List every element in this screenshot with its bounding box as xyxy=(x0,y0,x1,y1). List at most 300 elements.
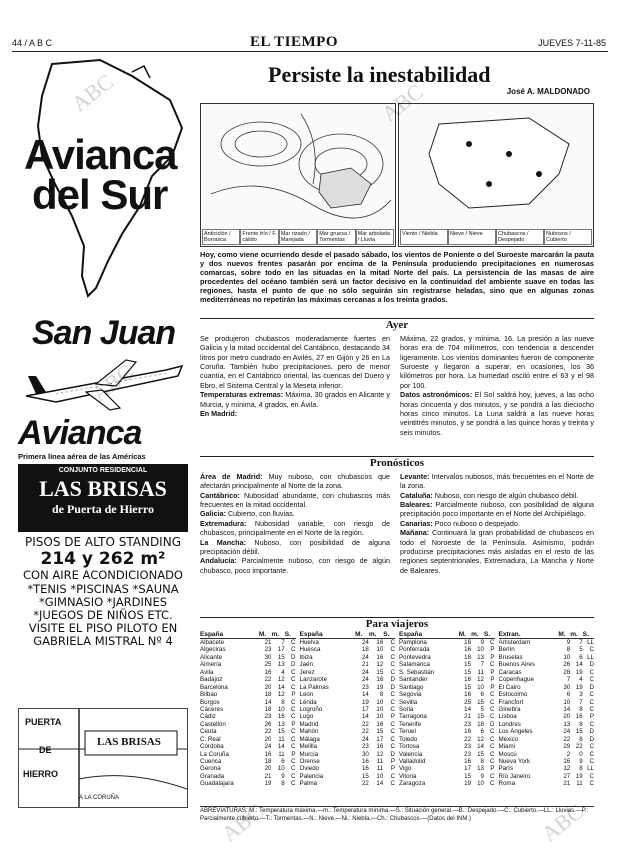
table-row xyxy=(200,654,296,661)
table-cell: 22 xyxy=(361,728,369,736)
table-row xyxy=(200,691,296,698)
table-cell: 15 xyxy=(376,668,384,676)
table-cell: C xyxy=(390,743,395,751)
table-row xyxy=(300,736,396,743)
table-cell: 16 xyxy=(376,639,384,646)
table-cell: Buenos Aires xyxy=(498,661,535,669)
ayer-paragraph: Máxima, 30 grados en Alicante y Murcia, y mínima, 4 grados, en Ávila. xyxy=(200,390,391,409)
table-cell: 13 xyxy=(277,720,285,728)
table-row xyxy=(200,751,296,758)
table-cell: Cádiz xyxy=(200,713,216,721)
table-cell: 18 xyxy=(264,758,272,765)
forecast-item xyxy=(400,528,594,575)
table-cell: 28 xyxy=(563,668,571,676)
table-row xyxy=(399,684,495,691)
table-cell: Teruel xyxy=(399,728,416,736)
table-cell: 26 xyxy=(563,661,571,669)
table-cell: 21 xyxy=(264,772,272,780)
table-row xyxy=(300,721,396,728)
table-cell: 18 xyxy=(464,653,472,661)
table-cell: 24 xyxy=(264,743,272,751)
table-row xyxy=(300,758,396,765)
pisos-line: *TENIS *PISCINAS *SAUNA xyxy=(27,581,179,596)
legend-item: Mar rizado / Marejada xyxy=(279,229,317,245)
table-row xyxy=(200,676,296,683)
table-cell: 16 xyxy=(464,676,472,684)
label: En Madrid: xyxy=(200,408,238,418)
ayer-column-1 xyxy=(200,334,390,418)
table-cell: P xyxy=(490,646,495,654)
table-cell: 10 xyxy=(376,646,384,654)
table-row xyxy=(200,646,296,653)
location-map xyxy=(18,708,188,808)
table-cell: 24 xyxy=(361,639,369,646)
table-cell: C xyxy=(490,698,495,706)
table-cell: 22 xyxy=(264,676,272,684)
table-row xyxy=(300,713,396,720)
table-row xyxy=(300,654,396,661)
table-cell: 14 xyxy=(563,705,571,713)
table-row xyxy=(499,639,595,647)
table-cell: D xyxy=(390,750,395,758)
ad-column xyxy=(12,56,192,808)
label: Galicia: xyxy=(200,509,226,519)
table-cell: 25 xyxy=(264,661,272,669)
table-row xyxy=(399,758,495,765)
forecast-text: Parcialmente nuboso, con riesgo de algún chubasco, poco importante. xyxy=(200,556,390,575)
table-header: m. xyxy=(570,631,582,639)
table-cell: 9 xyxy=(566,639,571,646)
table-row xyxy=(200,713,296,720)
table-cell: México xyxy=(498,735,519,743)
avianca-text: Avianca xyxy=(18,414,142,452)
table-cell: 15 xyxy=(464,661,472,669)
table-cell: Berlín xyxy=(498,646,515,654)
table-cell: C xyxy=(390,772,395,780)
table-cell: C xyxy=(390,728,395,736)
table-cell: 9 xyxy=(480,639,484,646)
label: Área de Madrid: xyxy=(200,472,263,481)
table-cell: Almería xyxy=(200,661,222,669)
table-cell: 14 xyxy=(277,743,285,751)
table-row xyxy=(499,780,595,787)
table-cell: 16 xyxy=(464,758,472,765)
table-cell: 15 xyxy=(477,750,484,758)
table-cell: 8 xyxy=(579,765,583,773)
table-cell: D xyxy=(291,653,296,661)
table-cell: Melilla xyxy=(299,743,318,751)
table-cell: C xyxy=(589,676,594,684)
table-cell: 15 xyxy=(477,698,484,706)
table-cell: C xyxy=(291,668,296,676)
table-cell: C xyxy=(291,765,296,773)
label: Cantábrico: xyxy=(200,490,240,500)
table-row xyxy=(399,699,495,706)
table-row xyxy=(399,646,495,653)
table-cell: C xyxy=(390,691,395,699)
table-row xyxy=(300,684,396,691)
table-cell: C xyxy=(490,661,495,669)
table-row xyxy=(399,751,495,758)
table-cell: 8 xyxy=(281,698,285,706)
table-cell: El Cairo xyxy=(498,683,521,691)
table-cell: 13 xyxy=(477,653,484,661)
table-cell: 6 xyxy=(579,653,583,661)
table-cell: Oviedo xyxy=(299,765,320,773)
table-row xyxy=(399,654,495,661)
table-row xyxy=(499,669,595,676)
table-row xyxy=(300,743,396,750)
ayer-column-2 xyxy=(400,334,594,437)
table-cell: 17 xyxy=(464,765,472,773)
isobar-map-icon xyxy=(201,104,395,224)
san-juan-text: San Juan xyxy=(32,314,176,352)
section-head-ayer: Ayer xyxy=(200,318,594,331)
forecast-text: Intervalos nubosos, más frecuentes en el Norte de la zona. xyxy=(400,472,594,491)
table-cell: Tarragona xyxy=(399,713,427,721)
table-cell: 20 xyxy=(563,713,571,721)
table-cell: Los Ángeles xyxy=(498,728,533,736)
table-cell: Moscú xyxy=(498,750,517,758)
table-cell: Guadalajara xyxy=(200,780,234,788)
table-cell: Albacete xyxy=(200,639,225,646)
table-cell: 7 xyxy=(579,639,583,646)
table-cell: 16 xyxy=(464,691,472,699)
legend-item: Frente frío / F. cálido xyxy=(240,229,278,245)
table-cell: C xyxy=(490,639,495,646)
table-cell: 12 xyxy=(376,750,384,758)
table-cell: Roma xyxy=(498,780,516,788)
table-cell: LL xyxy=(587,653,594,661)
pisos-line: *JUEGOS DE NIÑOS ETC. xyxy=(33,608,173,622)
table-cell: Ávila xyxy=(200,668,214,676)
table-cell: C xyxy=(291,735,296,743)
table-cell: C xyxy=(291,705,296,713)
table-cell: Londres xyxy=(498,720,521,728)
watermark: ABC xyxy=(216,798,268,847)
table-cell: P xyxy=(390,765,395,773)
table-cell: 22 xyxy=(361,780,369,788)
table-cell: 22 xyxy=(563,735,571,743)
table-cell: D xyxy=(589,683,594,691)
table-cell: 11 xyxy=(477,668,484,676)
table-cell: C xyxy=(291,676,296,684)
table-cell: D xyxy=(490,720,495,728)
table-cell: D xyxy=(589,661,594,669)
table-cell: 19 xyxy=(376,683,384,691)
table-cell: 14 xyxy=(376,780,384,788)
spain-forecast-map-icon xyxy=(399,104,593,224)
traveler-tables xyxy=(200,631,594,788)
table-cell: 22 xyxy=(464,735,472,743)
table-header: Extran. xyxy=(499,631,559,639)
label: Andalucía: xyxy=(200,556,237,566)
pisos-line: 214 y 262 m² xyxy=(40,548,166,569)
table-cell: Palma xyxy=(299,780,318,788)
table-row xyxy=(200,669,296,676)
table-row xyxy=(300,706,396,713)
table-cell: C xyxy=(291,758,296,765)
table-cell: 12 xyxy=(477,735,484,743)
table-row xyxy=(200,758,296,765)
table-row xyxy=(499,773,595,780)
table-cell: 14 xyxy=(464,705,472,713)
map-label-puerta: PUERTA xyxy=(25,717,62,727)
table-cell: P xyxy=(490,765,495,773)
table-cell: 6 xyxy=(566,691,571,699)
table-cell: 15 xyxy=(464,772,472,780)
table-cell: 23 xyxy=(264,646,272,654)
table-cell: León xyxy=(299,691,314,699)
table-row xyxy=(300,728,396,735)
table-header: S. xyxy=(383,631,395,639)
table-cell: Castellón xyxy=(200,720,226,728)
pisos-line: *GIMNASIO *JARDINES xyxy=(38,594,168,609)
table-cell: Badajoz xyxy=(200,676,223,684)
table-cell: 14 xyxy=(361,713,369,721)
table-cell: Jaén xyxy=(299,661,313,669)
table-row xyxy=(399,721,495,728)
legend-item: Anticiclón / Borrasca xyxy=(202,229,240,245)
table-cell: 10 xyxy=(277,705,285,713)
table-cell: 8 xyxy=(281,780,285,788)
table-row xyxy=(300,639,396,647)
avianca-tagline: Primera línea aérea de las Américas xyxy=(18,452,146,461)
table-cell: 16 xyxy=(361,758,369,765)
table-cell: D xyxy=(390,676,395,684)
city-table xyxy=(200,631,296,788)
table-row xyxy=(399,713,495,720)
table-cell: Caracas xyxy=(498,668,522,676)
table-cell: Copenhague xyxy=(498,676,534,684)
table-cell: Burgos xyxy=(200,698,220,706)
table-cell: Córdoba xyxy=(200,743,224,751)
table-cell: Río Janeiro xyxy=(498,772,531,780)
table-row xyxy=(200,661,296,668)
table-cell: 16 xyxy=(376,720,384,728)
table-cell: 23 xyxy=(361,683,369,691)
table-row xyxy=(499,684,595,691)
table-cell: Estocolmo xyxy=(498,691,528,699)
map-caption: Hoy, como viene ocurriendo desde el pasado sábado, los vientos de Poniente o del Suroeste marcarán la pauta y dos nuevos frentes pasarán por encima de la Península produciendo precipitaciones en numerosas comarcas, sobre todo en las situadas en la mitad Norte del país. La persistencia de las masas de aire procedentes del océano también será un factor decisivo en la continuidad del ambiente suave en todas las regiones, hasta el punto de que no sólo seguirán sin registrarse heladas, sino que en algunas zonas mediterráneas no repetirán las máximas cercanas a los treinta grados. xyxy=(200,250,594,305)
forecast-text: Nubosidad abundante, con chubascos más frecuentes en la mitad occidental. xyxy=(200,490,390,510)
pronosticos-column-2 xyxy=(400,472,594,575)
table-cell: 7 xyxy=(579,698,583,706)
forecast-item xyxy=(400,472,594,491)
table-cell: 22 xyxy=(575,743,583,751)
table-cell: C xyxy=(291,728,296,736)
table-cell: C xyxy=(589,720,594,728)
table-cell: 23 xyxy=(361,743,369,751)
table-cell: 19 xyxy=(464,780,472,788)
forecast-item xyxy=(200,472,390,491)
table-cell: La Palmas xyxy=(299,683,329,691)
table-cell: 16 xyxy=(464,728,472,736)
table-cell: 25 xyxy=(464,698,472,706)
forecast-text: Muy nuboso, con chubascos que afectarán principalmente al Norte de la zona. xyxy=(200,472,390,491)
forecast-text: Parcialmente nuboso, con posibilidad de alguna precipitación poco importante en el Norte del Archipiélago. xyxy=(400,500,594,519)
table-cell: D xyxy=(589,735,594,743)
table-cell: Cuenca xyxy=(200,758,222,765)
table-row xyxy=(399,765,495,772)
table-cell: 11 xyxy=(278,750,285,758)
table-cell: 14 xyxy=(361,691,369,699)
table-cell: C xyxy=(490,728,495,736)
table-cell: Amsterdam xyxy=(498,639,531,646)
table-row xyxy=(499,758,595,765)
table-cell: Granada xyxy=(200,772,225,780)
city-table xyxy=(499,631,595,788)
table-row xyxy=(300,773,396,780)
table-cell: 8 xyxy=(379,691,384,699)
table-cell: 15 xyxy=(277,653,285,661)
table-row xyxy=(200,728,296,735)
table-cell: Zaragoza xyxy=(399,780,426,788)
table-cell: 16 xyxy=(376,676,384,684)
table-cell: C xyxy=(490,772,495,780)
pisos-ad-text xyxy=(18,536,188,649)
table-cell: 11 xyxy=(576,780,583,788)
table-cell: C xyxy=(589,698,594,706)
table-cell: C xyxy=(589,691,594,699)
forecast-text: Cubierto, con lluvias. xyxy=(225,509,295,519)
table-cell: P xyxy=(390,713,395,721)
table-cell: 10 xyxy=(563,698,571,706)
table-cell: C xyxy=(589,646,594,654)
table-cell: 12 xyxy=(277,691,285,699)
table-cell: 24 xyxy=(361,735,369,743)
table-cell: 16 xyxy=(264,750,272,758)
table-row xyxy=(499,743,595,750)
table-cell: C xyxy=(589,743,594,751)
table-cell: 22 xyxy=(264,728,272,736)
table-row xyxy=(499,728,595,735)
table-cell: Valencia xyxy=(399,750,423,758)
table-row xyxy=(300,646,396,653)
table-cell: S. Sebastián xyxy=(399,668,435,676)
table-cell: 27 xyxy=(563,772,571,780)
table-cell: C xyxy=(490,750,495,758)
table-cell: 12 xyxy=(376,661,384,669)
table-cell: LL xyxy=(587,765,594,773)
table-cell: C xyxy=(490,780,495,788)
label: Extremadura: xyxy=(200,518,247,528)
table-cell: Salamanca xyxy=(399,661,430,669)
table-cell: 23 xyxy=(464,750,472,758)
table-header: M. xyxy=(355,631,369,639)
table-cell: Tortosa xyxy=(399,743,420,751)
table-cell: Segovia xyxy=(399,691,422,699)
table-cell: 10 xyxy=(563,653,571,661)
table-cell: 21 xyxy=(264,639,272,646)
table-cell: 8 xyxy=(579,720,583,728)
table-row xyxy=(399,773,495,780)
table-cell: Pamplona xyxy=(399,639,427,646)
table-cell: P xyxy=(291,720,296,728)
table-cell: C xyxy=(490,691,495,699)
table-row xyxy=(200,721,296,728)
legend-item: Viento / Niebla xyxy=(400,229,448,245)
table-cell: 15 xyxy=(464,668,472,676)
table-cell: 6 xyxy=(281,758,285,765)
table-cell: Murcia xyxy=(299,750,319,758)
table-cell: 23 xyxy=(464,743,472,751)
table-cell: 18 xyxy=(264,705,272,713)
article-byline: José A. MALDONADO xyxy=(506,87,590,96)
brisas-sub: de Puerta de Hierro xyxy=(51,502,155,516)
table-cell: C xyxy=(291,683,296,691)
label: Mañana: xyxy=(400,528,430,538)
table-cell: C xyxy=(589,668,594,676)
table-cell: D xyxy=(390,683,395,691)
forecast-item xyxy=(200,519,390,538)
label: Levante: xyxy=(400,472,430,481)
table-row xyxy=(300,765,396,772)
table-cell: C xyxy=(390,705,395,713)
table-cell: Soria xyxy=(399,705,414,713)
table-cell: Lisboa xyxy=(498,713,517,721)
pronosticos-column-1 xyxy=(200,472,390,575)
page-header xyxy=(12,34,608,52)
table-cell: 13 xyxy=(563,720,571,728)
table-cell: París xyxy=(498,765,513,773)
table-cell: 8 xyxy=(566,646,571,654)
legend-item: Mar gruesa / Tormentas xyxy=(317,229,355,245)
table-cell: C xyxy=(390,698,395,706)
table-row xyxy=(300,661,396,668)
table-row xyxy=(499,646,595,653)
table-header: m. xyxy=(271,631,284,639)
table-cell: 14 xyxy=(575,661,583,669)
table-cell: C xyxy=(390,646,395,654)
table-cell: Tenerife xyxy=(399,720,422,728)
table-cell: 15 xyxy=(361,772,369,780)
table-cell: 20 xyxy=(264,765,272,773)
table-cell: C xyxy=(390,639,395,646)
table-header: S. xyxy=(285,631,296,639)
table-cell: 19 xyxy=(361,698,369,706)
table-cell: 30 xyxy=(563,683,571,691)
table-row xyxy=(399,691,495,698)
table-cell: 15 xyxy=(464,683,472,691)
table-row xyxy=(200,706,296,713)
table-row xyxy=(200,736,296,743)
table-cell: 24 xyxy=(361,668,369,676)
table-cell: 10 xyxy=(477,646,484,654)
table-cell: C xyxy=(589,705,594,713)
table-cell: Mahón xyxy=(299,728,319,736)
table-row xyxy=(300,691,396,698)
table-cell: Vitoria xyxy=(399,772,417,780)
forecast-item xyxy=(200,538,390,557)
table-cell: C xyxy=(490,713,495,721)
label: Cataluña: xyxy=(400,490,433,500)
legend-item: Mar arbolada / Lluvia xyxy=(356,229,394,245)
table-cell: 30 xyxy=(361,750,369,758)
table-row xyxy=(200,765,296,772)
table-cell: Huesca xyxy=(299,646,321,654)
pisos-line: CON AIRE ACONDICIONADO xyxy=(23,568,183,583)
table-cell: 10 xyxy=(376,705,384,713)
table-cell: 16 xyxy=(575,713,583,721)
table-cell: Orense xyxy=(299,758,320,765)
table-cell: C. Real xyxy=(200,735,221,743)
table-cell: D xyxy=(589,728,594,736)
table-row xyxy=(499,699,595,706)
table-row xyxy=(499,661,595,668)
table-cell: 8 xyxy=(480,758,484,765)
table-cell: 12 xyxy=(277,676,285,684)
